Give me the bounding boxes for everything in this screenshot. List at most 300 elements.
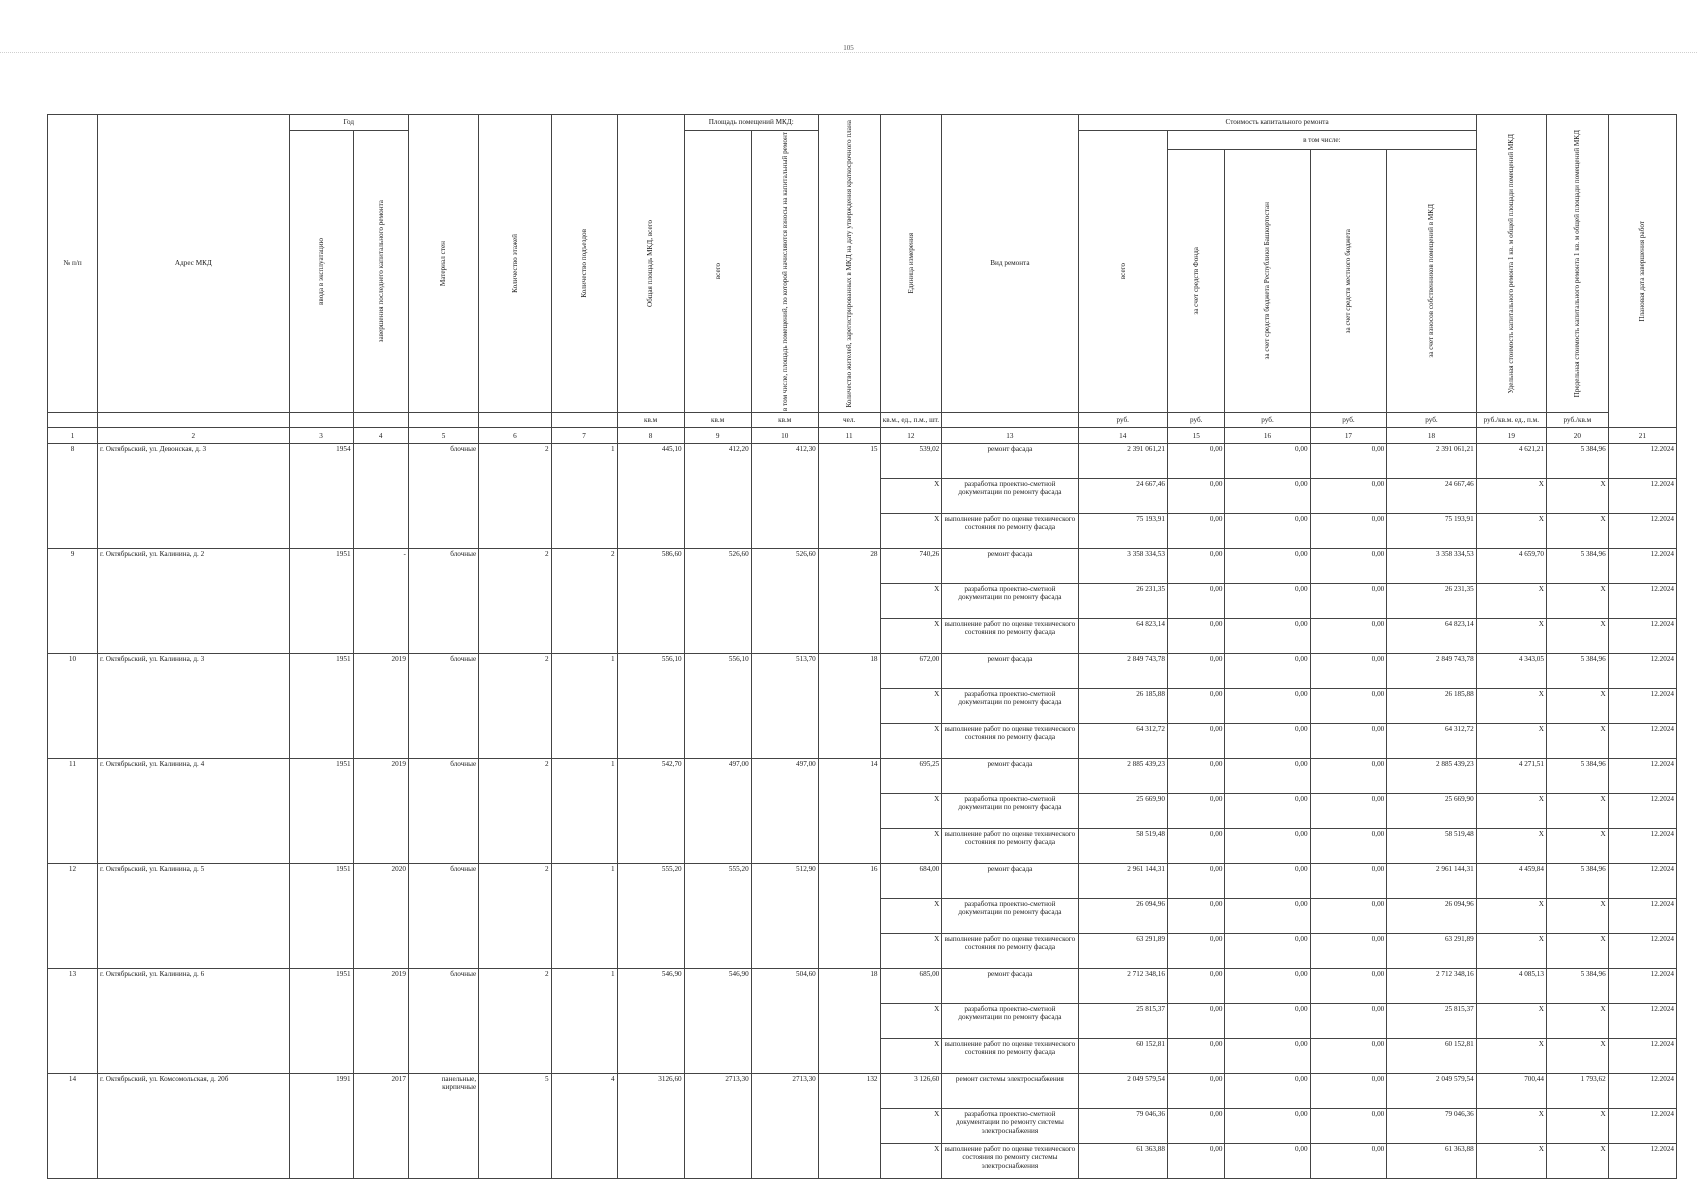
cell-year-commission: 1951 [289, 969, 353, 1074]
cell-plan-date: 12.2024 [1608, 514, 1676, 549]
cell-max-cost: X [1546, 1039, 1608, 1074]
cell-unit: X [880, 1109, 942, 1144]
cell-cost-total: 2 049 579,54 [1078, 1074, 1167, 1109]
cell-area-contrib: 513,70 [751, 654, 818, 759]
cell-cost-fund: 0,00 [1167, 1004, 1224, 1039]
unit-c11: чел. [818, 413, 880, 428]
cell-cost-republic: 0,00 [1225, 1004, 1310, 1039]
cell-plan-date: 12.2024 [1608, 1074, 1676, 1109]
cell-unit-cost: X [1476, 829, 1546, 864]
header-premises-area: Площадь помещений МКД: [684, 115, 818, 131]
cell-cost-local: 0,00 [1310, 794, 1387, 829]
header-cost-local: за счет средств местного бюджета [1310, 149, 1387, 413]
cell-cost-total: 2 961 144,31 [1078, 864, 1167, 899]
cell-cost-fund: 0,00 [1167, 864, 1224, 899]
cell-unit: X [880, 514, 942, 549]
cell-cost-total: 75 193,91 [1078, 514, 1167, 549]
cell-unit-cost: 700,44 [1476, 1074, 1546, 1109]
cell-cost-local: 0,00 [1310, 899, 1387, 934]
cell-plan-date: 12.2024 [1608, 1144, 1676, 1179]
unit-c15: руб. [1167, 413, 1224, 428]
cell-cost-owners: 26 185,88 [1387, 689, 1476, 724]
cell-cost-local: 0,00 [1310, 1144, 1387, 1179]
cell-area-all: 546,90 [684, 969, 751, 1074]
cell-cost-republic: 0,00 [1225, 1039, 1310, 1074]
cell-cost-republic: 0,00 [1225, 549, 1310, 584]
cell-wall-material: панельные, кирпичные [408, 1074, 478, 1179]
cell-unit-cost: 4 621,21 [1476, 444, 1546, 479]
cell-no: 8 [48, 444, 98, 549]
cell-cost-local: 0,00 [1310, 829, 1387, 864]
cell-residents: 15 [818, 444, 880, 549]
cell-unit-cost: X [1476, 584, 1546, 619]
cell-cost-local: 0,00 [1310, 444, 1387, 479]
table-row [48, 1074, 1677, 1109]
cell-cost-total: 24 667,46 [1078, 479, 1167, 514]
cell-area-contrib: 497,00 [751, 759, 818, 864]
cell-year-commission: 1951 [289, 864, 353, 969]
cell-work-type: разработка проектно-сметной документации по ремонту системы электроснабжения [942, 1109, 1078, 1144]
cell-unit-cost: X [1476, 514, 1546, 549]
cell-cost-total: 64 312,72 [1078, 724, 1167, 759]
cell-max-cost: X [1546, 1004, 1608, 1039]
cell-area-contrib: 2713,30 [751, 1074, 818, 1179]
cell-cost-fund: 0,00 [1167, 689, 1224, 724]
cell-cost-fund: 0,00 [1167, 934, 1224, 969]
cell-cost-total: 2 712 348,16 [1078, 969, 1167, 1004]
cell-unit: 3 126,60 [880, 1074, 942, 1109]
header-cost-republic: за счет средств бюджета Республики Башкортостан [1225, 149, 1310, 413]
cell-cost-owners: 3 358 334,53 [1387, 549, 1476, 584]
cell-floors: 2 [479, 654, 551, 759]
cell-wall-material: блочные [408, 969, 478, 1074]
cell-residents: 18 [818, 654, 880, 759]
cell-cost-republic: 0,00 [1225, 1144, 1310, 1179]
cell-unit: X [880, 479, 942, 514]
cell-cost-total: 3 358 334,53 [1078, 549, 1167, 584]
cell-entrances: 4 [551, 1074, 617, 1179]
column-index-13: 13 [942, 428, 1078, 444]
cell-entrances: 2 [551, 549, 617, 654]
repair-plan-table-container [47, 114, 1677, 1179]
cell-floors: 2 [479, 864, 551, 969]
cell-cost-owners: 2 049 579,54 [1387, 1074, 1476, 1109]
cell-cost-fund: 0,00 [1167, 899, 1224, 934]
cell-entrances: 1 [551, 864, 617, 969]
cell-plan-date: 12.2024 [1608, 444, 1676, 479]
cell-cost-republic: 0,00 [1225, 899, 1310, 934]
header-year-last-repair: завершения последнего капитального ремонта [353, 131, 408, 413]
cell-plan-date: 12.2024 [1608, 479, 1676, 514]
cell-plan-date: 12.2024 [1608, 759, 1676, 794]
unit-c10: кв.м [751, 413, 818, 428]
column-index-15: 15 [1167, 428, 1224, 444]
cell-cost-fund: 0,00 [1167, 444, 1224, 479]
cell-cost-fund: 0,00 [1167, 724, 1224, 759]
cell-cost-republic: 0,00 [1225, 689, 1310, 724]
cell-area-all: 556,10 [684, 654, 751, 759]
table-row [48, 864, 1677, 899]
cell-work-type: ремонт фасада [942, 444, 1078, 479]
cell-wall-material: блочные [408, 759, 478, 864]
cell-cost-total: 2 885 439,23 [1078, 759, 1167, 794]
cell-floors: 2 [479, 969, 551, 1074]
cell-cost-owners: 2 961 144,31 [1387, 864, 1476, 899]
cell-cost-total: 60 152,81 [1078, 1039, 1167, 1074]
cell-entrances: 1 [551, 969, 617, 1074]
cell-entrances: 1 [551, 654, 617, 759]
cell-cost-republic: 0,00 [1225, 1109, 1310, 1144]
cell-cost-local: 0,00 [1310, 654, 1387, 689]
cell-unit: X [880, 934, 942, 969]
cell-unit-cost: X [1476, 899, 1546, 934]
cell-unit-cost: X [1476, 1004, 1546, 1039]
cell-unit: X [880, 899, 942, 934]
cell-work-type: ремонт фасада [942, 969, 1078, 1004]
cell-cost-total: 25 815,37 [1078, 1004, 1167, 1039]
cell-total-area: 555,20 [617, 864, 684, 969]
cell-unit: 685,00 [880, 969, 942, 1004]
cell-plan-date: 12.2024 [1608, 934, 1676, 969]
cell-cost-fund: 0,00 [1167, 584, 1224, 619]
column-index-12: 12 [880, 428, 942, 444]
cell-max-cost: X [1546, 1144, 1608, 1179]
header-plan-date: Плановая дата завершения работ [1608, 115, 1676, 428]
cell-plan-date: 12.2024 [1608, 654, 1676, 689]
column-index-row [48, 428, 1677, 444]
cell-cost-total: 25 669,90 [1078, 794, 1167, 829]
cell-residents: 18 [818, 969, 880, 1074]
cell-cost-total: 79 046,36 [1078, 1109, 1167, 1144]
cell-max-cost: 5 384,96 [1546, 969, 1608, 1004]
cell-area-contrib: 512,90 [751, 864, 818, 969]
cell-total-area: 542,70 [617, 759, 684, 864]
cell-max-cost: 5 384,96 [1546, 549, 1608, 584]
unit-c17: руб. [1310, 413, 1387, 428]
cell-cost-republic: 0,00 [1225, 794, 1310, 829]
cell-plan-date: 12.2024 [1608, 794, 1676, 829]
cell-cost-local: 0,00 [1310, 514, 1387, 549]
cell-unit-cost: X [1476, 934, 1546, 969]
cell-wall-material: блочные [408, 654, 478, 759]
cell-cost-fund: 0,00 [1167, 969, 1224, 1004]
cell-cost-local: 0,00 [1310, 1004, 1387, 1039]
cell-cost-local: 0,00 [1310, 759, 1387, 794]
cell-work-type: выполнение работ по оценке технического состояния по ремонту фасада [942, 829, 1078, 864]
cell-area-all: 497,00 [684, 759, 751, 864]
cell-cost-local: 0,00 [1310, 1039, 1387, 1074]
cell-cost-local: 0,00 [1310, 689, 1387, 724]
cell-work-type: ремонт фасада [942, 549, 1078, 584]
header-area-all: всего [684, 131, 751, 413]
cell-cost-owners: 25 815,37 [1387, 1004, 1476, 1039]
cell-no: 13 [48, 969, 98, 1074]
column-index-16: 16 [1225, 428, 1310, 444]
header-unit: Единица измерения [880, 115, 942, 413]
cell-cost-fund: 0,00 [1167, 619, 1224, 654]
cell-unit: X [880, 619, 942, 654]
cell-cost-total: 58 519,48 [1078, 829, 1167, 864]
cell-cost-owners: 2 391 061,21 [1387, 444, 1476, 479]
cell-cost-owners: 2 712 348,16 [1387, 969, 1476, 1004]
cell-year-last-repair: - [353, 549, 408, 654]
unit-c19: руб./кв.м. ед., п.м. [1476, 413, 1546, 428]
cell-work-type: выполнение работ по оценке технического состояния по ремонту фасада [942, 1039, 1078, 1074]
table-body [48, 444, 1677, 1179]
cell-unit: 539,02 [880, 444, 942, 479]
cell-area-all: 555,20 [684, 864, 751, 969]
cell-no: 10 [48, 654, 98, 759]
cell-unit: 684,00 [880, 864, 942, 899]
header-floors: Количество этажей [479, 115, 551, 413]
cell-address: г. Октябрьский, ул. Девонская, д. 3 [98, 444, 290, 549]
unit-c14: руб. [1078, 413, 1167, 428]
repair-plan-table [47, 114, 1677, 1179]
cell-year-commission: 1951 [289, 549, 353, 654]
cell-cost-local: 0,00 [1310, 1109, 1387, 1144]
column-index-2: 2 [98, 428, 290, 444]
cell-residents: 16 [818, 864, 880, 969]
cell-cost-total: 26 231,35 [1078, 584, 1167, 619]
cell-plan-date: 12.2024 [1608, 899, 1676, 934]
cell-cost-owners: 79 046,36 [1387, 1109, 1476, 1144]
cell-cost-total: 61 363,88 [1078, 1144, 1167, 1179]
cell-wall-material: блочные [408, 444, 478, 549]
unit-c12: кв.м., ед., п.м., шт. [880, 413, 942, 428]
cell-year-commission: 1954 [289, 444, 353, 549]
cell-residents: 132 [818, 1074, 880, 1179]
cell-residents: 14 [818, 759, 880, 864]
cell-cost-owners: 64 312,72 [1387, 724, 1476, 759]
cell-area-all: 412,20 [684, 444, 751, 549]
cell-work-type: ремонт фасада [942, 759, 1078, 794]
cell-cost-owners: 26 231,35 [1387, 584, 1476, 619]
column-index-14: 14 [1078, 428, 1167, 444]
cell-cost-total: 2 391 061,21 [1078, 444, 1167, 479]
cell-cost-republic: 0,00 [1225, 1074, 1310, 1109]
cell-cost-owners: 63 291,89 [1387, 934, 1476, 969]
header-address: Адрес МКД [98, 115, 290, 413]
cell-total-area: 586,60 [617, 549, 684, 654]
cell-address: г. Октябрьский, ул. Калинина, д. 5 [98, 864, 290, 969]
cell-cost-republic: 0,00 [1225, 724, 1310, 759]
cell-cost-fund: 0,00 [1167, 654, 1224, 689]
cell-floors: 2 [479, 549, 551, 654]
column-index-10: 10 [751, 428, 818, 444]
column-index-21: 21 [1608, 428, 1676, 444]
cell-unit: X [880, 794, 942, 829]
cell-entrances: 1 [551, 759, 617, 864]
cell-year-commission: 1951 [289, 654, 353, 759]
cell-unit: X [880, 1039, 942, 1074]
header-year: Год [289, 115, 408, 131]
cell-total-area: 445,10 [617, 444, 684, 549]
header-entrances: Количество подъездов [551, 115, 617, 413]
cell-plan-date: 12.2024 [1608, 1039, 1676, 1074]
cell-unit: X [880, 689, 942, 724]
column-index-9: 9 [684, 428, 751, 444]
cell-cost-republic: 0,00 [1225, 829, 1310, 864]
cell-cost-total: 64 823,14 [1078, 619, 1167, 654]
cell-max-cost: 1 793,62 [1546, 1074, 1608, 1109]
header-cost: Стоимость капитального ремонта [1078, 115, 1476, 131]
cell-cost-republic: 0,00 [1225, 514, 1310, 549]
cell-cost-owners: 24 667,46 [1387, 479, 1476, 514]
cell-cost-fund: 0,00 [1167, 1039, 1224, 1074]
cell-cost-republic: 0,00 [1225, 619, 1310, 654]
cell-cost-fund: 0,00 [1167, 1109, 1224, 1144]
cell-total-area: 556,10 [617, 654, 684, 759]
cell-plan-date: 12.2024 [1608, 584, 1676, 619]
cell-unit-cost: X [1476, 794, 1546, 829]
cell-cost-republic: 0,00 [1225, 584, 1310, 619]
cell-address: г. Октябрьский, ул. Калинина, д. 2 [98, 549, 290, 654]
cell-cost-owners: 64 823,14 [1387, 619, 1476, 654]
cell-cost-fund: 0,00 [1167, 549, 1224, 584]
cell-area-contrib: 526,60 [751, 549, 818, 654]
cell-cost-owners: 75 193,91 [1387, 514, 1476, 549]
cell-total-area: 3126,60 [617, 1074, 684, 1179]
unit-c8: кв.м [617, 413, 684, 428]
header-no: № п/п [48, 115, 98, 413]
header-unit-cost: Удельная стоимость капитального ремонта 1 кв. м общей площади помещений МКД [1476, 115, 1546, 413]
cell-unit: 695,25 [880, 759, 942, 794]
cell-wall-material: блочные [408, 864, 478, 969]
cell-unit-cost: X [1476, 479, 1546, 514]
cell-cost-local: 0,00 [1310, 969, 1387, 1004]
cell-max-cost: 5 384,96 [1546, 759, 1608, 794]
table-row [48, 654, 1677, 689]
table-row [48, 549, 1677, 584]
column-index-11: 11 [818, 428, 880, 444]
cell-floors: 2 [479, 759, 551, 864]
cell-cost-local: 0,00 [1310, 479, 1387, 514]
header-year-commission: ввода в эксплуатацию [289, 131, 353, 413]
cell-work-type: разработка проектно-сметной документации по ремонту фасада [942, 689, 1078, 724]
cell-cost-fund: 0,00 [1167, 829, 1224, 864]
cell-area-all: 526,60 [684, 549, 751, 654]
cell-unit-cost: X [1476, 1144, 1546, 1179]
cell-floors: 5 [479, 1074, 551, 1179]
column-index-1: 1 [48, 428, 98, 444]
cell-cost-local: 0,00 [1310, 934, 1387, 969]
cell-cost-fund: 0,00 [1167, 1074, 1224, 1109]
cell-unit: X [880, 584, 942, 619]
unit-c18: руб. [1387, 413, 1476, 428]
page-number: 105 [843, 44, 854, 52]
cell-unit-cost: 4 085,13 [1476, 969, 1546, 1004]
cell-unit-cost: 4 343,05 [1476, 654, 1546, 689]
cell-max-cost: 5 384,96 [1546, 654, 1608, 689]
cell-unit-cost: 4 459,84 [1476, 864, 1546, 899]
cell-cost-total: 63 291,89 [1078, 934, 1167, 969]
cell-year-last-repair: 2019 [353, 654, 408, 759]
cell-cost-local: 0,00 [1310, 724, 1387, 759]
cell-cost-local: 0,00 [1310, 584, 1387, 619]
column-index-18: 18 [1387, 428, 1476, 444]
cell-total-area: 546,90 [617, 969, 684, 1074]
cell-max-cost: 5 384,96 [1546, 864, 1608, 899]
cell-cost-fund: 0,00 [1167, 794, 1224, 829]
cell-address: г. Октябрьский, ул. Калинина, д. 3 [98, 654, 290, 759]
cell-no: 12 [48, 864, 98, 969]
cell-cost-republic: 0,00 [1225, 864, 1310, 899]
top-divider [0, 52, 1697, 53]
cell-max-cost: X [1546, 689, 1608, 724]
cell-unit-cost: X [1476, 1039, 1546, 1074]
cell-cost-local: 0,00 [1310, 864, 1387, 899]
cell-work-type: выполнение работ по оценке технического состояния по ремонту фасада [942, 724, 1078, 759]
unit-c16: руб. [1225, 413, 1310, 428]
cell-cost-local: 0,00 [1310, 1074, 1387, 1109]
cell-work-type: разработка проектно-сметной документации по ремонту фасада [942, 794, 1078, 829]
cell-unit: X [880, 1144, 942, 1179]
column-index-6: 6 [479, 428, 551, 444]
header-max-cost: Предельная стоимость капитального ремонта 1 кв. м общей площади помещений МКД [1546, 115, 1608, 413]
header-total-area: Общая площадь МКД, всего [617, 115, 684, 413]
header-cost-owners: за счет взносов собственников помещений в МКД [1387, 149, 1476, 413]
cell-residents: 28 [818, 549, 880, 654]
column-index-3: 3 [289, 428, 353, 444]
cell-unit: X [880, 829, 942, 864]
table-header [48, 115, 1677, 444]
cell-no: 9 [48, 549, 98, 654]
cell-work-type: разработка проектно-сметной документации по ремонту фасада [942, 584, 1078, 619]
table-row [48, 969, 1677, 1004]
header-wall-material: Материал стен [408, 115, 478, 413]
cell-area-contrib: 412,30 [751, 444, 818, 549]
cell-unit: 672,00 [880, 654, 942, 689]
header-cost-fund: за счет средств Фонда [1167, 149, 1224, 413]
table-row [48, 759, 1677, 794]
cell-plan-date: 12.2024 [1608, 1109, 1676, 1144]
cell-work-type: разработка проектно-сметной документации по ремонту фасада [942, 899, 1078, 934]
cell-max-cost: X [1546, 829, 1608, 864]
cell-cost-fund: 0,00 [1167, 479, 1224, 514]
cell-unit-cost: X [1476, 724, 1546, 759]
cell-cost-total: 26 094,96 [1078, 899, 1167, 934]
cell-cost-owners: 2 885 439,23 [1387, 759, 1476, 794]
cell-area-contrib: 504,60 [751, 969, 818, 1074]
cell-year-last-repair: 2017 [353, 1074, 408, 1179]
cell-year-last-repair: 2019 [353, 969, 408, 1074]
cell-year-commission: 1951 [289, 759, 353, 864]
cell-cost-republic: 0,00 [1225, 654, 1310, 689]
cell-cost-owners: 2 849 743,78 [1387, 654, 1476, 689]
cell-cost-owners: 58 519,48 [1387, 829, 1476, 864]
cell-cost-fund: 0,00 [1167, 1144, 1224, 1179]
column-index-20: 20 [1546, 428, 1608, 444]
table-row [48, 444, 1677, 479]
cell-cost-republic: 0,00 [1225, 479, 1310, 514]
cell-work-type: выполнение работ по оценке технического состояния по ремонту фасада [942, 934, 1078, 969]
cell-cost-owners: 61 363,88 [1387, 1144, 1476, 1179]
column-index-19: 19 [1476, 428, 1546, 444]
header-cost-total: всего [1078, 131, 1167, 413]
cell-entrances: 1 [551, 444, 617, 549]
cell-unit-cost: X [1476, 689, 1546, 724]
cell-year-last-repair [353, 444, 408, 549]
cell-cost-republic: 0,00 [1225, 759, 1310, 794]
cell-address: г. Октябрьский, ул. Калинина, д. 4 [98, 759, 290, 864]
cell-unit: X [880, 1004, 942, 1039]
cell-cost-total: 26 185,88 [1078, 689, 1167, 724]
cell-max-cost: X [1546, 514, 1608, 549]
cell-year-commission: 1991 [289, 1074, 353, 1179]
column-index-17: 17 [1310, 428, 1387, 444]
cell-cost-owners: 26 094,96 [1387, 899, 1476, 934]
cell-work-type: выполнение работ по оценке технического состояния по ремонту системы электроснабжения [942, 1144, 1078, 1179]
